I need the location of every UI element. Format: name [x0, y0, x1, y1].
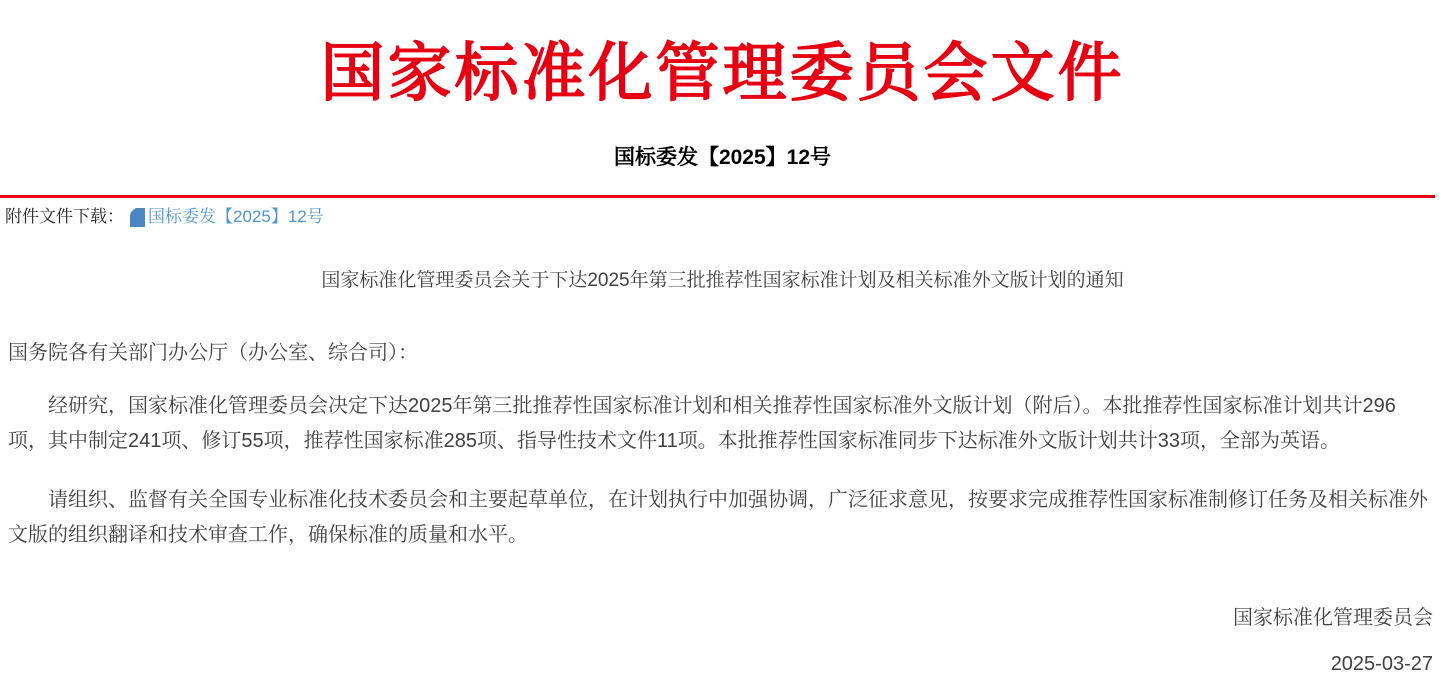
- body-paragraph-1: 经研究，国家标准化管理委员会决定下达2025年第三批推荐性国家标准计划和相关推荐性国家标准外文版计划（附后）。本批推荐性国家标准计划共计296项，其中制定241项、修订55项，推荐性国家标准285项、指导性技术文件11项。本批推荐性国家标准同步下达标准外文版计划共计33项，全部为英语。: [8, 395, 1396, 453]
- attachment-label: 附件文件下载：: [5, 207, 124, 227]
- notice-title: 国家标准化管理委员会关于下达2025年第三批推荐性国家标准计划及相关标准外文版计划的通知: [321, 270, 1124, 292]
- attachment-link[interactable]: [130, 205, 324, 229]
- file-icon: [130, 208, 145, 227]
- salutation: 国务院各有关部门办公厅（办公室、综合司）：: [8, 342, 418, 365]
- attachment-row: [0, 198, 1445, 229]
- agency-title: 国家标准化管理委员会文件: [320, 38, 1125, 109]
- signature: 国家标准化管理委员会: [1233, 607, 1433, 630]
- date: 2025-03-27: [1330, 653, 1433, 676]
- doc-number: 国标委发【2025】12号: [613, 146, 832, 170]
- body-paragraph-2: 请组织、监督有关全国专业标准化技术委员会和主要起草单位，在计划执行中加强协调，广泛征求意见，按要求完成推荐性国家标准制修订任务及相关标准外文版的组织翻译和技术审查工作，确保标准的质量和水平。: [8, 489, 1428, 547]
- attachment-link-label: 国标委发【2025】12号: [148, 207, 324, 227]
